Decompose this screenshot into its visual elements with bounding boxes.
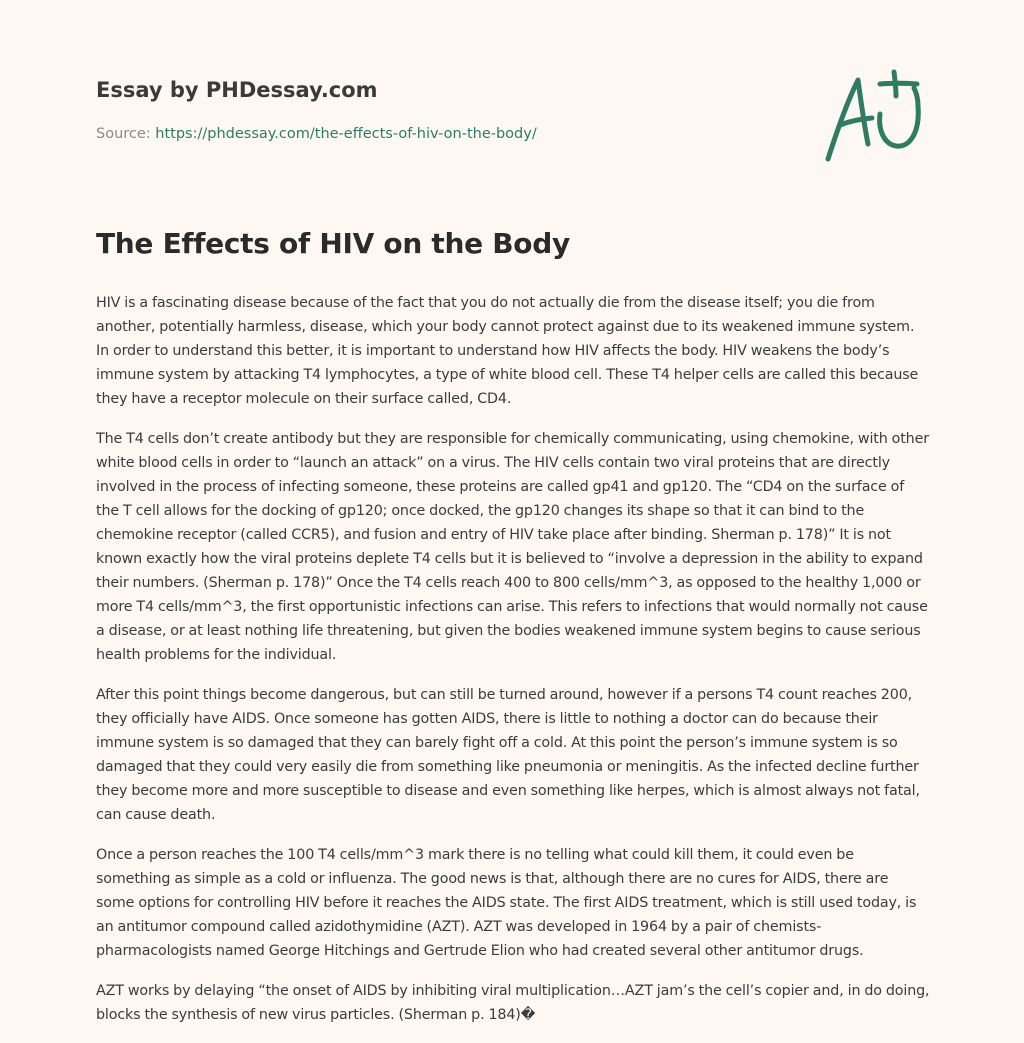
essay-paragraph: After this point things become dangerous, but can still be turned around, however if a persons T4 count reaches 200, they officially have AIDS. Once someone has gotten AIDS, there is little to nothing a doctor can do because their immune system is so damaged that they can barely fight off a cold. At this point the person’s immune system is so damaged that they could very easily die from something like pneumonia or meningitis. As the infected decline further they become more and more susceptible to disease and even something like herpes, which is almost always not fatal, can cause death. xyxy=(96,687,920,823)
essay-paragraph: AZT works by delaying “the onset of AIDS by inhibiting viral multiplication…AZT jam’s the cell’s copier and, in do doing, blocks the synthesis of new virus particles. (Sherman p. 184)� xyxy=(96,983,930,1023)
site-title: Essay by PHDessay.com xyxy=(96,78,378,102)
source-label: Source: xyxy=(96,126,156,142)
essay-title: The Effects of HIV on the Body xyxy=(96,227,570,260)
page-header xyxy=(96,76,796,144)
source-line xyxy=(96,124,796,144)
source-link[interactable]: https://phdessay.com/the-effects-of-hiv-on-the-body/ xyxy=(155,126,537,142)
essay-content xyxy=(96,224,930,1043)
essay-paragraph: The T4 cells don’t create antibody but they are responsible for chemically communicating, using chemokine, with other white blood cells in order to “launch an attack” on a virus. The HIV cells contain two viral proteins that are directly involved in the process of infecting someone, these proteins are called gp41 and gp120. The “CD4 on the surface of the T cell allows for the docking of gp120; once docked, the gp120 changes its shape so that it can bind to the chemokine receptor (called CCR5), and fusion and entry of HIV take place after binding. Sherman p. 178)” It is not known exactly how the viral proteins deplete T4 cells but it is believed to “involve a depression in the ability to expand their numbers. (Sherman p. 178)” Once the T4 cells reach 400 to 800 cells/mm^3, as opposed to the healthy 1,000 or more T4 cells/mm^3, the first opportunistic infections can arise. This refers to infections that would normally not cause a disease, or at least nothing life threatening, but given the bodies weakened immune system begins to cause serious health problems for the individual. xyxy=(96,431,929,663)
essay-paragraph: Once a person reaches the 100 T4 cells/mm^3 mark there is no telling what could kill them, it could even be something as simple as a cold or influenza. The good news is that, although there are no cures for AIDS, there are some options for controlling HIV before it reaches the AIDS state. The first AIDS treatment, which is still used today, is an antitumor compound called azidothymidine (AZT). AZT was developed in 1964 by a pair of chemists-pharmacologists named George Hitchings and Gertrude Elion who had created several other antitumor drugs. xyxy=(96,847,917,959)
essay-paragraph: HIV is a fascinating disease because of the fact that you do not actually die from the disease itself; you die from another, potentially harmless, disease, which your body cannot protect against due to its weakened immune system. In order to understand this better, it is important to understand how HIV affects the body. HIV weakens the body’s immune system by attacking T4 lymphocytes, a type of white blood cell. These T4 helper cells are called this because they have a receptor molecule on their surface called, CD4. xyxy=(96,295,919,407)
a-plus-logo-svg xyxy=(822,68,930,164)
a-plus-logo-icon xyxy=(822,68,930,164)
